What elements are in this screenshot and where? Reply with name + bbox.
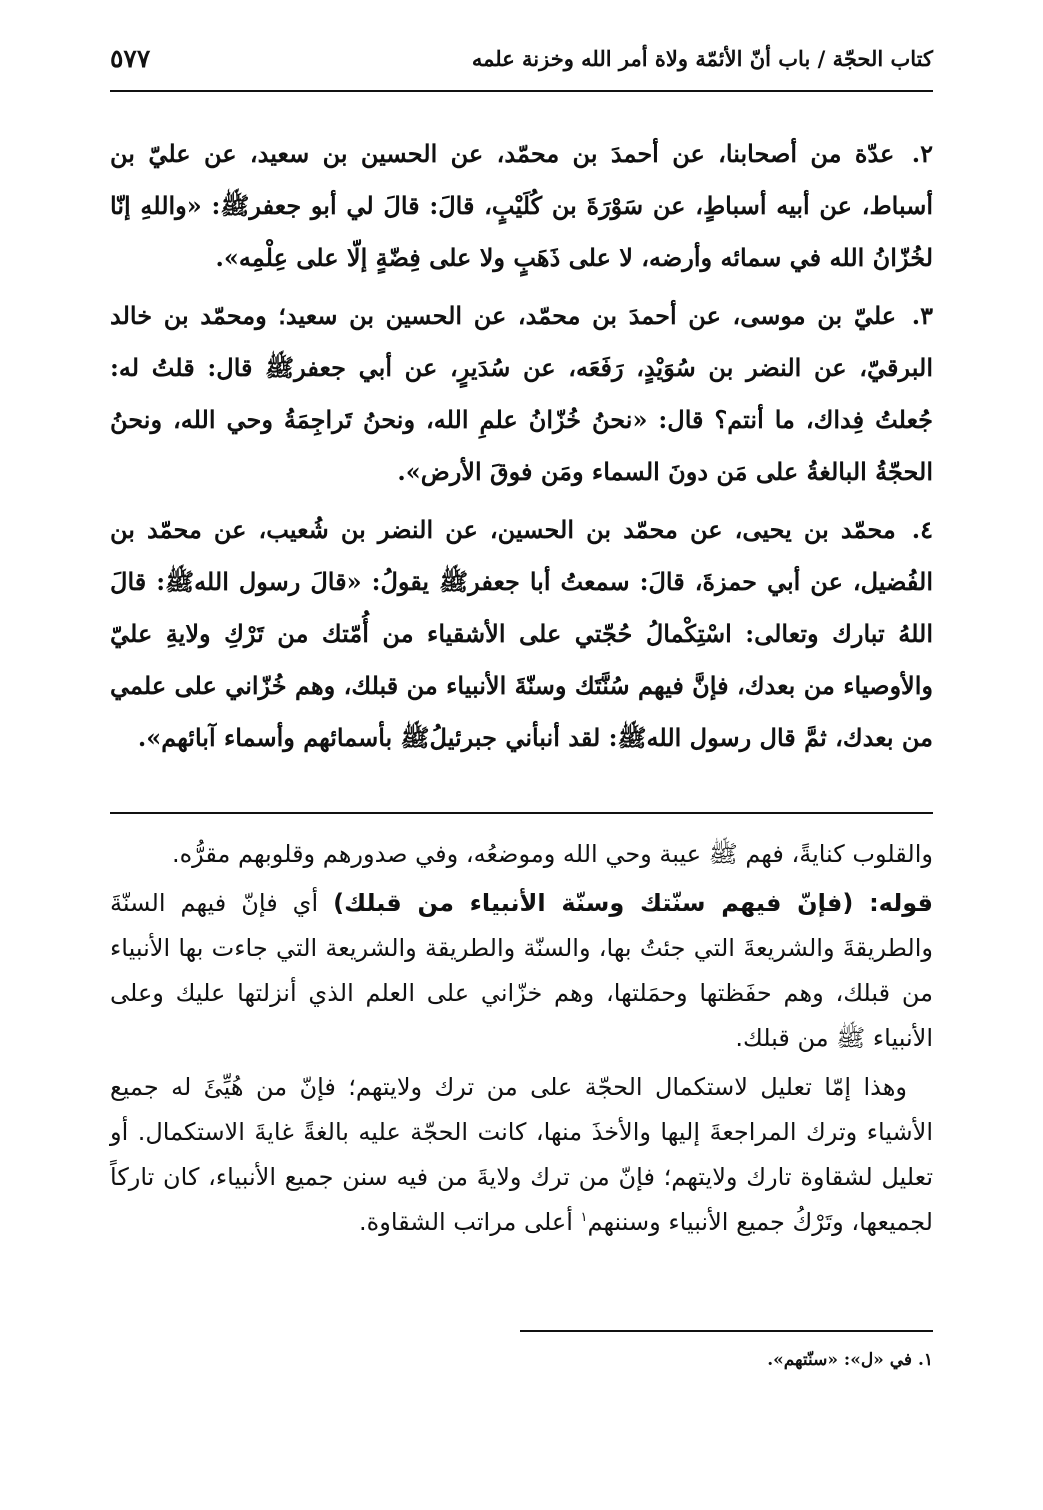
hadith-section <box>110 128 933 770</box>
header-divider <box>110 90 933 92</box>
page-number: ٥٧٧ <box>110 44 151 73</box>
hadith-item <box>110 128 933 284</box>
hadith-text: عدّة من أصحابنا، عن أحمدَ بن محمّد، عن الحسين بن سعيد، عن عليّ بن أسباط، عن أبيه أسباطٍ، عن سَوْرَةَ بن كُلَيْبٍ، قالَ: قالَ لي أبو جعفرﷺ: «واللهِ إنّا لخُزّانُ الله في سمائه وأرضه، لا على ذَهَبٍ ولا على فِضّةٍ إلّا على عِلْمِه». <box>110 139 934 272</box>
page-header <box>110 38 933 90</box>
hadith-item <box>110 504 933 764</box>
commentary-paragraph: والقلوب كنايةً، فهم ﷺ عيبة وحي الله وموضعُه، وفي صدورهم وقلوبهم مقرُّه. <box>171 840 933 868</box>
commentary-text: أي فإنّ فيهم السنّةَ والطريقةَ والشريعةَ التي جئتُ بها، والسنّة والطريقة والشريعة التي جاءت بها الأنبياء من قبلك، وهم حفَظتها وحمَلتها، وهم خزّاني على العلم الذي أنزلتها عليك وعلى الأنبياء ﷺ من قبلك. <box>110 889 933 1052</box>
footnote-divider <box>520 1330 933 1332</box>
running-title: كتاب الحجّة / باب أنّ الأئمّة ولاة أمر الله وخزنة علمه <box>471 46 933 71</box>
commentary-section <box>110 832 933 1249</box>
footnote-marker: ١ <box>580 1210 588 1225</box>
commentary-divider <box>110 812 933 814</box>
hadith-number: ٣. <box>911 301 934 330</box>
hadith-number: ٤. <box>911 515 933 544</box>
commentary-text: أعلى مراتب الشقاوة. <box>359 1208 581 1236</box>
commentary-quote: قوله: (فإنّ فيهم سنّتك وسنّة الأنبياء من قبلك) <box>333 889 933 917</box>
hadith-item <box>110 290 933 498</box>
commentary-paragraph <box>110 1065 933 1245</box>
commentary-paragraph <box>110 881 933 1061</box>
hadith-text: محمّد بن يحيى، عن محمّد بن الحسين، عن النضر بن شُعيب، عن محمّد بن الفُضيل، عن أبي حمزةَ، قالَ: سمعتُ أبا جعفرﷺ يقولُ: «قالَ رسول اللهﷺ: قالَ اللهُ تبارك وتعالى: اسْتِكْمالُ حُجّتي على الأشقياء من أُمّتك من تَرْكِ ولايةِ عليّ والأوصياء من بعدك، فإنَّ فيهم سُنَّتَك وسنّةَ الأنبياء من قبلك، وهم خُزّاني على علمي من بعدك، ثمَّ قال رسول اللهﷺ: لقد أنبأني جبرئيلُﷺ بأسمائهم وأسماء آبائهم». <box>110 515 933 752</box>
commentary-text: وهذا إمّا تعليل لاستكمال الحجّة على من ترك ولايتهم؛ فإنّ من هُيِّئَ له جميع الأشياء وترك المراجعةَ إليها والأخذَ منها، كانت الحجّة عليه بالغةً غايةَ الاستكمال. أو تعليل لشقاوة تارك ولايتهم؛ فإنّ من ترك ولايةَ من فيه سنن جميع الأنبياء، كان تاركاً لجميعها، وتَرْكُ جميع الأنبياء وسننهم <box>110 1073 933 1236</box>
footnote: ١. في «ل»: «سنّتهم». <box>767 1350 933 1370</box>
hadith-number: ٢. <box>911 139 933 168</box>
hadith-text: عليّ بن موسى، عن أحمدَ بن محمّد، عن الحسين بن سعيد؛ ومحمّد بن خالد البرقيّ، عن النضر بن سُوَيْدٍ، رَفَعَه، عن سُدَيرٍ، عن أبي جعفرﷺ قال: قلتُ له: جُعلتُ فِداك، ما أنتم؟ قال: «نحنُ خُزّانُ علمِ الله، ونحنُ تَراجِمَةُ وحي الله، ونحنُ الحجّةُ البالغةُ على مَن دونَ السماء ومَن فوقَ الأرض». <box>110 301 933 486</box>
